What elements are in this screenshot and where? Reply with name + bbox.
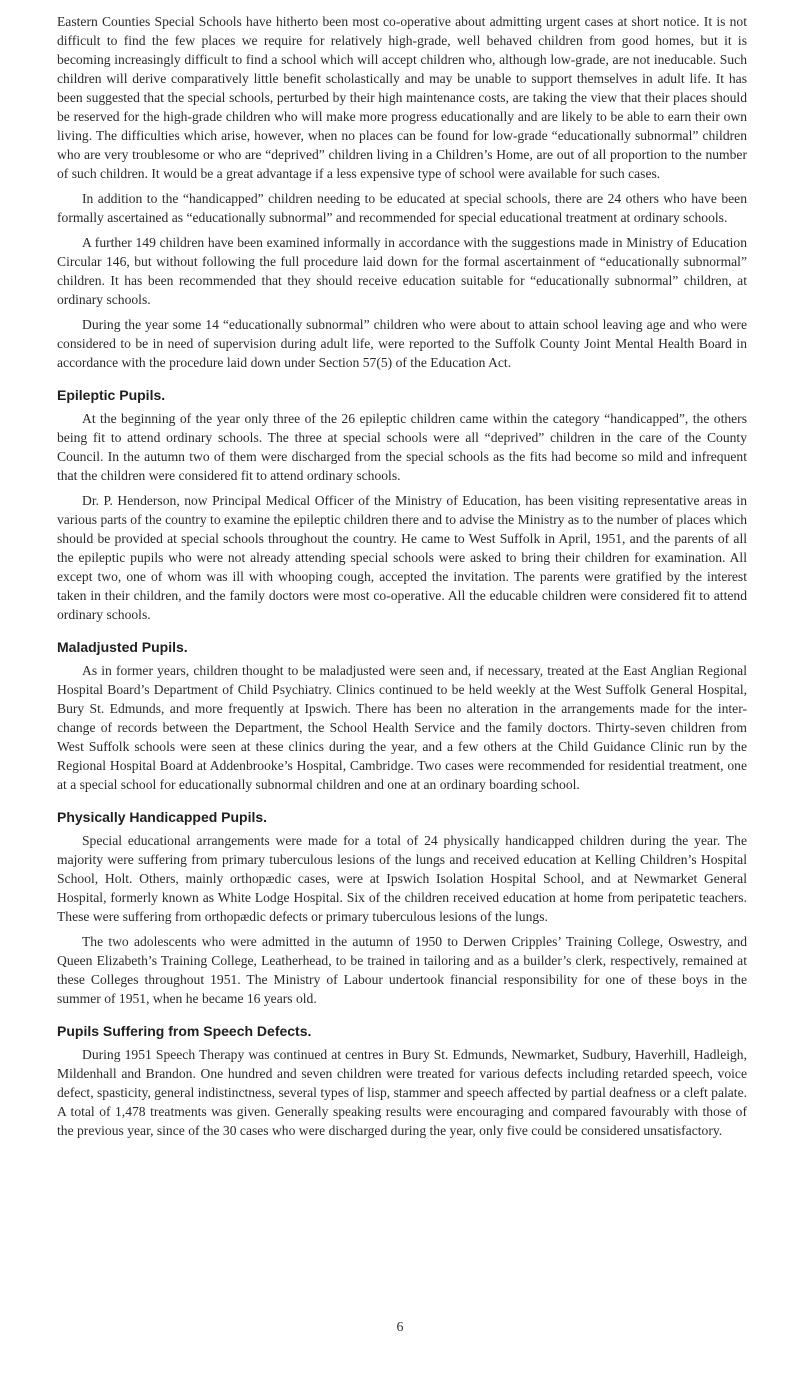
intro-paragraph-3: A further 149 children have been examined informally in accordance with the suggestions made in Ministry of Education Circular 146, but without following the full procedure laid down for the formal ascertainment of “educationally subnormal” children. It has been recommended that they should receive education suitable for “educationally subnormal” children, at ordinary schools.: [57, 235, 747, 307]
intro-paragraph-4: During the year some 14 “educationally subnormal” children who were about to attain school leaving age and who were considered to be in need of supervision during adult life, were reported to the Suffolk County Joint Mental Health Board in accordance with the procedure laid down under Section 57(5) of the Education Act.: [57, 317, 747, 370]
section-maladjusted-pupils: [57, 638, 747, 794]
section-heading: Physically Handicapped Pupils.: [57, 809, 268, 825]
section-paragraph: As in former years, children thought to be maladjusted were seen and, if necessary, treated at the East Anglian Regional Hospital Board’s Department of Child Psychiatry. Clinics continued to be held weekly at the West Suffolk General Hospital, Bury St. Edmunds, and more frequently at Ipswich. There has been no alteration in the arrangements made for the inter-change of records between the Department, the School Health Service and the family doctors. Thirty-seven children from West Suffolk schools were seen at these clinics during the year, and a few others at the Child Guidance Clinic run by the Regional Hospital Board at Addenbrooke’s Hospital, Cambridge. Two cases were recommended for residential treatment, one at a special school for educationally subnormal children and one at an ordinary boarding school.: [57, 663, 747, 792]
section-paragraph: Dr. P. Henderson, now Principal Medical Officer of the Ministry of Education, has been visiting representative areas in various parts of the country to examine the epileptic children there and to advise the Ministry as to the number of places which should be provided at special schools throughout the country. He came to West Suffolk in April, 1951, and the parents of all the epileptic pupils who were not already attending special schools were asked to bring their children for examination. All except two, one of whom was ill with whooping cough, accepted the invitation. The parents were gratified by the interest taken in their children, and the family doctors were most co-operative. All the educable children were considered fit to attend ordinary schools.: [57, 493, 747, 622]
intro-paragraph-1: Eastern Counties Special Schools have hitherto been most co-operative about admitting urgent cases at short notice. It is not difficult to find the few places we require for relatively high-grade, well behaved children from good homes, but it is becoming increasingly difficult to find a school which will accept children who, although low-grade, are not ineducable. Such children will derive comparatively little benefit scholastically and may be unable to support themselves in adult life. It has been suggested that the special schools, perturbed by their high maintenance costs, are taking the view that their places should be reserved for the high-grade children who will make more progress educationally and are likely to be able to earn their own living. The difficulties which arise, however, when no places can be found for low-grade “educationally subnormal” children who are very troublesome or who are “deprived” children living in a Children’s Home, are out of all proportion to the number of such children. It would be a great advantage if a less expensive type of school were available for such cases.: [57, 14, 747, 181]
intro-block: [57, 12, 747, 372]
section-heading: Maladjusted Pupils.: [57, 639, 188, 655]
section-paragraph: Special educational arrangements were made for a total of 24 physically handicapped children during the year. The majority were suffering from primary tuberculous lesions of the lungs and received education at Kelling Children’s Hospital School, Holt. Others, mainly orthopædic cases, were at Ipswich Isolation Hospital School, and at Newmarket General Hospital, formerly known as White Lodge Hospital. Six of the children received education at home from peripatetic teachers. These were suffering from orthopædic defects or primary tuberculous lesions of the lungs.: [57, 833, 747, 924]
section-paragraph: At the beginning of the year only three of the 26 epileptic children came within the category “handicapped”, the others being fit to attend ordinary schools. The three at special schools were all “deprived” children in the care of the County Council. In the autumn two of them were discharged from the special schools as the fits had become so mild and infrequent that the children were considered fit to attend ordinary schools.: [57, 411, 747, 483]
section-speech-defects: [57, 1022, 747, 1140]
document-page: [57, 12, 747, 1140]
section-epileptic-pupils: [57, 386, 747, 624]
section-paragraph: During 1951 Speech Therapy was continued at centres in Bury St. Edmunds, Newmarket, Sudbury, Haverhill, Hadleigh, Mildenhall and Brandon. One hundred and seven children were treated for various defects including retarded speech, voice defect, spasticity, general indistinctness, several types of lisp, stammer and speech affected by partial deafness or a cleft palate. A total of 1,478 treatments was given. Generally speaking results were encouraging and compared favourably with those of the previous year, since of the 30 cases who were discharged during the year, only five could be considered unsatisfactory.: [57, 1047, 747, 1138]
intro-paragraph-2: In addition to the “handicapped” children needing to be educated at special schools, there are 24 others who have been formally ascertained as “educationally subnormal” and recommended for special educational treatment at ordinary schools.: [57, 191, 747, 225]
section-physically-handicapped-pupils: [57, 808, 747, 1008]
page-number: 6: [396, 1320, 404, 1335]
section-heading: Epileptic Pupils.: [57, 387, 166, 403]
section-heading: Pupils Suffering from Speech Defects.: [57, 1023, 312, 1039]
section-paragraph: The two adolescents who were admitted in the autumn of 1950 to Derwen Cripples’ Training College, Oswestry, and Queen Elizabeth’s Training College, Leatherhead, to be trained in tailoring and as a builder’s clerk, respectively, remained at these Colleges throughout 1951. The Ministry of Labour undertook financial responsibility for one of these boys in the summer of 1951, when he became 16 years old.: [57, 934, 747, 1006]
